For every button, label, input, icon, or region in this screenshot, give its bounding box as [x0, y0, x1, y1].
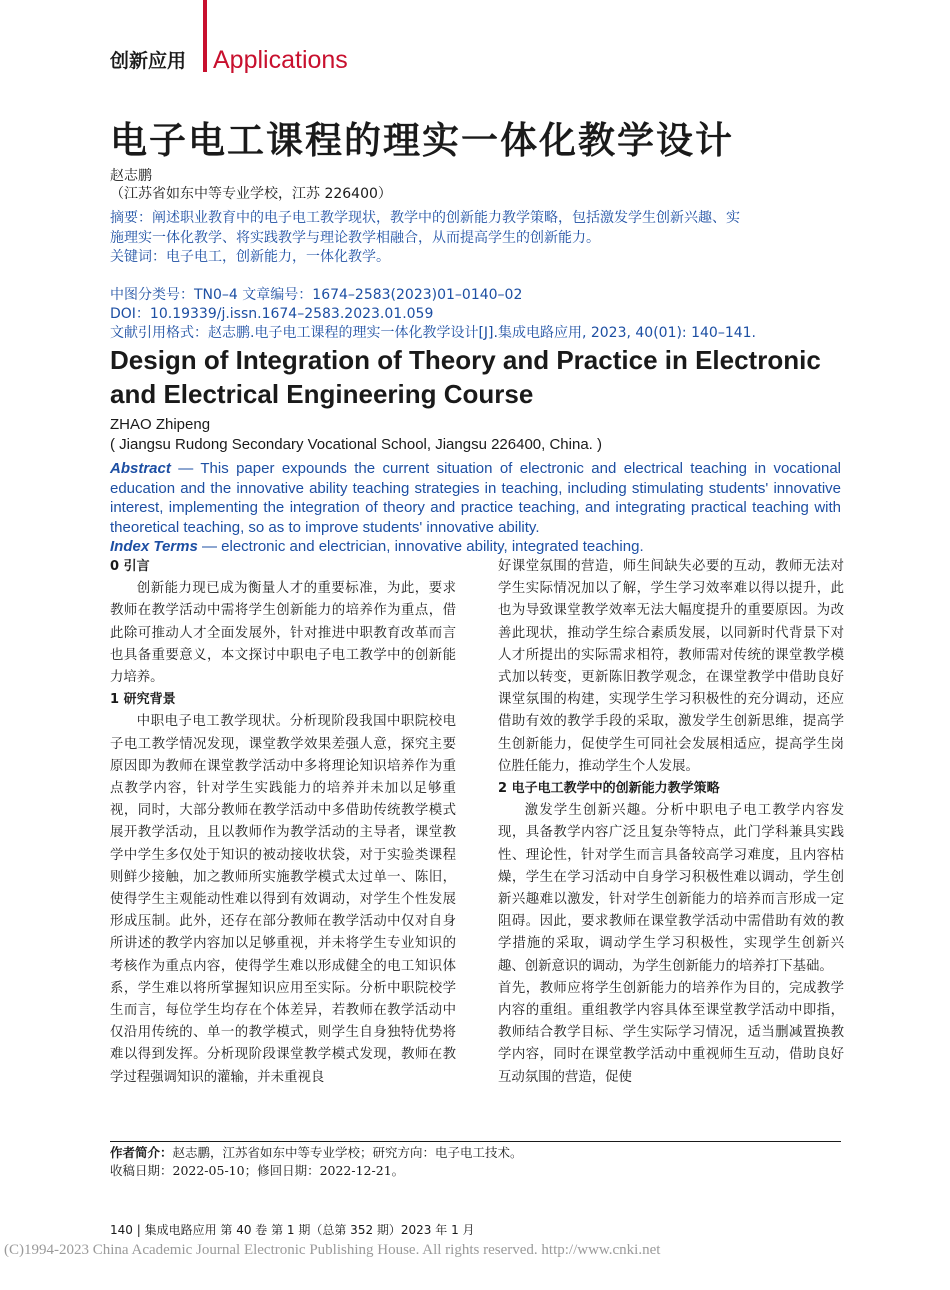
body-column-left: [110, 556, 456, 1089]
footnote-author: [110, 1143, 523, 1161]
abstract-zh-line2: 施理实一体化教学、将实践教学与理论教学相融合，从而提高学生的创新能力。: [110, 230, 600, 246]
footnote-dates: 收稿日期：2022-05-10；修回日期：2022-12-21。: [110, 1163, 405, 1178]
keywords-zh: [110, 246, 390, 266]
footnote-divider: [110, 1141, 841, 1142]
section-heading-background: 1 研究背景: [110, 692, 176, 708]
keywords-zh-label: 关键词：: [110, 249, 166, 265]
abstract-zh-label: 摘要：: [110, 210, 152, 226]
section-label-en: Applications: [213, 46, 348, 74]
footnote-author-text: 赵志鹏，江苏省如东中等专业学校；研究方向：电子电工技术。: [172, 1145, 523, 1160]
doi[interactable]: DOI：10.19339/j.issn.1674–2583.2023.01.059: [110, 306, 434, 322]
affiliation-en: ( Jiangsu Rudong Secondary Vocational School, Jiangsu 226400, China. ): [110, 436, 602, 453]
header-divider: [203, 0, 207, 72]
index-terms-label: Index Terms: [110, 538, 198, 555]
paragraph-intro: 创新能力现已成为衡量人才的重要标准，为此，要求教师在教学活动中需将学生创新能力的培养作为重点，借此除可推动人才全面发展外，针对推进中职教育改革而言也具备重要意义，本文探讨中职电子电工教学中的创新能力培养。: [110, 581, 456, 686]
classification-number: 中图分类号：TN0–4 文章编号：1674–2583(2023)01–0140–02: [110, 287, 523, 303]
paragraph-background: 中职电子电工教学现状。分析现阶段我国中职院校电子电工教学情况发现，课堂教学效果差强人意，探究主要原因即为教师在课堂教学活动中多将理论知识培养作为重点教学内容，针对学生实践能力的培养并未加以足够重视，同时，大部分教师在教学活动中多借助传统教学模式展开教学活动，且以教师作为教学活动的主导者，课堂教学中学生多仅处于知识的被动接收状袋，对于实验类课程则鲜少接触，加之教师所实施教学模式太过单一、陈旧，使得学生主观能动性难以得到有效调动，对学生个性发展形成压制。此外，还存在部分教师在教学活动中仅对自身所讲述的教学内容加以足够重视，并未将学生专业知识的考核作为重点内容，使得学生难以形成健全的电工知识体系，学生难以将所掌握知识应用至实际。分析中职院校学生而言，每位学生均存在个体差异，若教师在教学活动中仅沿用传统的、单一的教学模式，则学生自身独特优势将难以得到发挥。分析现阶段课堂教学模式发现，教师在教学过程强调知识的灌输，并未重视良: [110, 714, 456, 1085]
page-title-zh: 电子电工课程的理实一体化教学设计: [110, 119, 734, 162]
section-heading-intro: 0 引言: [110, 559, 150, 574]
paragraph-background-cont: 好课堂氛围的营造，师生间缺失必要的互动，教师无法对学生实际情况加以了解，学生学习效率难以得以提升，此也为导致课堂教学效率无法大幅度提升的重要原因。为改善此现状，推动学生综合素质发展，以同新时代背景下对人才所提出的实际需求相符，教师需对传统的课堂教学模式加以转变，更新陈旧教学观念，在课堂教学中借助良好课堂氛围的构建，实现学生学习积极性的充分调动，还应借助有效的教学手段的采取，激发学生创新思维，提高学生创新能力，促使学生可同社会发展相适应，提高学生岗位胜任能力，推动学生个人发展。: [498, 559, 844, 774]
paragraph-strategy-reorganize: 首先，教师应将学生创新能力的培养作为目的，完成教学内容的重组。重组教学内容具体至课堂教学活动中即指，教师结合教学目标、学生实际学习情况，适当删减置换教学内容，同时在课堂教学活动中重视师生互动，借助良好互动氛围的营造，促使: [498, 980, 844, 1085]
author-en: ZHAO Zhipeng: [110, 416, 211, 433]
section-label-zh: 创新应用: [110, 50, 187, 72]
abstract-en-label: Abstract: [110, 460, 171, 477]
paragraph-strategy-interest: 激发学生创新兴趣。分析中职电子电工教学内容发现，具备教学内容广泛且复杂等特点，此门学科兼具实践性、理论性，针对学生而言具备较高学习难度，且内容枯燥，学生在学习活动中自身学习积极性难以调动，学生创新兴趣难以激发，针对学生创新能力的培养而言形成一定阻碍。因此，要求教师在课堂教学活动中需借助有效的教学措施的采取，调动学生学习积极性，实现学生创新兴趣、创新意识的调动，为学生创新能力的培养打下基础。: [498, 803, 844, 974]
section-heading-strategies: 2 电子电工教学中的创新能力教学策略: [498, 781, 720, 797]
body-column-right: [498, 556, 844, 1089]
page-title-en: Design of Integration of Theory and Practice in Electronic and Electrical Engineering Course: [110, 345, 821, 409]
keywords-zh-text: 电子电工，创新能力，一体化教学。: [166, 249, 390, 265]
index-terms-text: — electronic and electrician, innovative ability, integrated teaching.: [197, 538, 644, 555]
citation-format: 文献引用格式：赵志鹏.电子电工课程的理实一体化教学设计[J].集成电路应用, 2023, 40(01): 140–141.: [110, 325, 756, 341]
footnote-author-label: 作者简介：: [110, 1145, 173, 1160]
page-footer: 140 | 集成电路应用 第 40 卷 第 1 期（总第 352 期）2023 年 1 月: [110, 1223, 475, 1237]
abstract-zh-line1: [110, 207, 740, 227]
abstract-en-text: — This paper expounds the current situation of electronic and electrical teaching in vocational education and the innovative ability teaching strategies in teaching, including stimulating students' innovative interest, implementing the integration of theory and practice teaching, and integrating practical teaching with theoretical teaching, so as to improve students' innovative ability.: [110, 460, 841, 536]
affiliation-zh: （江苏省如东中等专业学校，江苏 226400）: [110, 186, 392, 202]
copyright-watermark: (C)1994-2023 China Academic Journal Electronic Publishing House. All rights reserved. http://www.cnki.net: [4, 1242, 661, 1258]
author-zh: 赵志鹏: [110, 168, 152, 184]
abstract-zh-text-1: 阐述职业教育中的电子电工教学现状，教学中的创新能力教学策略，包括激发学生创新兴趣、实: [152, 210, 740, 226]
abstract-en: [110, 459, 841, 557]
